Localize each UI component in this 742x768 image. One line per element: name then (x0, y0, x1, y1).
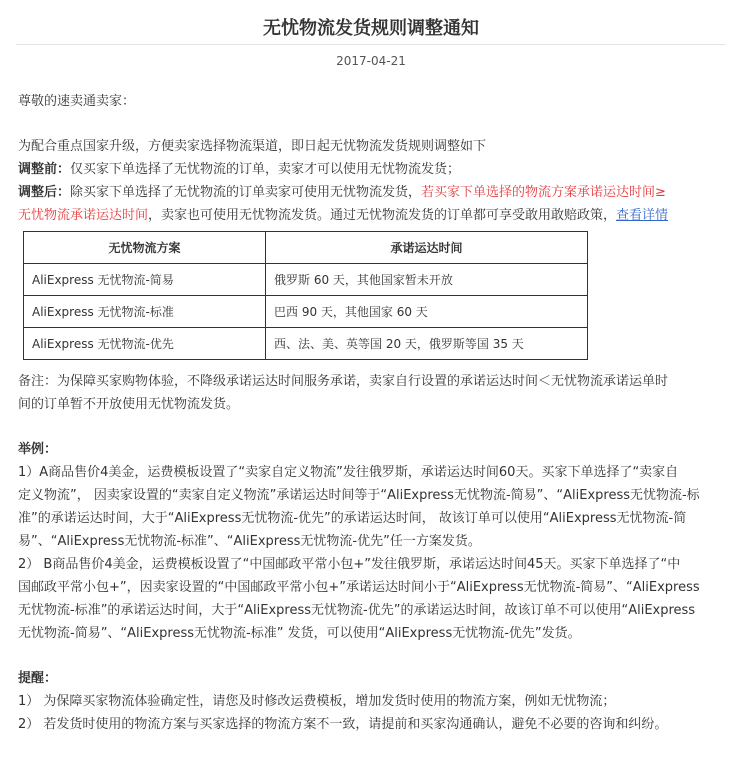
rule-before-label: 调整前： (18, 162, 71, 177)
rule-after-label: 调整后： (18, 185, 71, 200)
example-1-line: 准”的承诺运达时间，大于“AliExpress无忧物流-优先”的承诺运达时间， 故该订单可以使用“AliExpress无忧物流-简 (18, 511, 687, 526)
example-1-line: 易”、“AliExpress无忧物流-标准”、“AliExpress无忧物流-优先”任一方案发货。 (18, 534, 481, 549)
example-1-line: 1）A商品售价4美金，运费模板设置了“卖家自定义物流”发往俄罗斯，承诺运达时间60天。买家下单选择了“卖家自 (18, 465, 679, 480)
example-2-line: 2） B商品售价4美金，运费模板设置了“中国邮政平常小包+”发往俄罗斯，承诺运达时间45天。买家下单选择了“中 (18, 557, 681, 572)
rule-before (18, 158, 726, 181)
table-cell-plan: AliExpress 无忧物流-优先 (24, 328, 266, 360)
rule-after-highlight-2: 无忧物流承诺运达时间 (18, 208, 149, 223)
rule-after-line2 (18, 204, 726, 227)
table-header-time: 承诺运达时间 (266, 232, 588, 264)
table-cell-plan: AliExpress 无忧物流-标准 (24, 296, 266, 328)
intro-text: 为配合重点国家升级，方便卖家选择物流渠道，即日起无忧物流发货规则调整如下 (18, 139, 487, 154)
note-line-2: 间的订单暂不开放使用无忧物流发货。 (18, 397, 240, 412)
table-cell-plan: AliExpress 无忧物流-简易 (24, 264, 266, 296)
greeting: 尊敬的速卖通卖家： (18, 94, 136, 109)
tip-item: 1） 为保障买家物流体验确定性，请您及时修改运费模板，增加发货时使用的物流方案，例如无忧物流； (18, 694, 616, 709)
table-cell-time: 俄罗斯 60 天，其他国家暂未开放 (266, 264, 588, 296)
table-row (24, 296, 588, 328)
logistics-table (23, 231, 588, 360)
publish-date: 2017-04-21 (336, 54, 406, 68)
rule-after-line1 (18, 181, 726, 204)
table-row (24, 328, 588, 360)
page-title: 无忧物流发货规则调整通知 (263, 18, 479, 39)
example-2-line: 国邮政平常小包+”，因卖家设置的“中国邮政平常小包+”承诺运达时间小于“AliExpress无忧物流-简易”、“AliExpress (18, 580, 700, 595)
table-cell-time: 西、法、美、英等国 20 天，俄罗斯等国 35 天 (266, 328, 588, 360)
table-row (24, 264, 588, 296)
example-1-line: 定义物流”， 因卖家设置的“卖家自定义物流”承诺运达时间等于“AliExpress无忧物流-简易”、“AliExpress无忧物流-标 (18, 488, 700, 503)
table-header-plan: 无忧物流方案 (24, 232, 266, 264)
examples-heading: 举例： (18, 442, 58, 457)
table-cell-time: 巴西 90 天，其他国家 60 天 (266, 296, 588, 328)
example-2-line: 无忧物流-简易”、“AliExpress无忧物流-标准” 发货，可以使用“AliExpress无忧物流-优先”发货。 (18, 626, 581, 641)
rule-before-text: 仅买家下单选择了无忧物流的订单，卖家才可以使用无忧物流发货； (70, 162, 461, 177)
example-2-line: 无忧物流-标准”的承诺运达时间，大于“AliExpress无忧物流-优先”的承诺运达时间，故该订单不可以使用“AliExpress (18, 603, 696, 618)
rule-after-highlight-1: 若买家下单选择的物流方案承诺运达时间≥ (421, 185, 666, 200)
tips-heading: 提醒： (18, 671, 58, 686)
table-header-row (24, 232, 588, 264)
rule-after-text: 除买家下单选择了无忧物流的订单卖家可使用无忧物流发货， (70, 185, 422, 200)
tip-item: 2） 若发货时使用的物流方案与买家选择的物流方案不一致，请提前和买家沟通确认，避免不必要的咨询和纠纷。 (18, 717, 668, 732)
title-divider (16, 44, 726, 45)
view-details-link[interactable]: 查看详情 (616, 208, 669, 223)
rule-after-text-2: ，卖家也可使用无忧物流发货。通过无忧物流发货的订单都可享受敢用敢赔政策， (148, 208, 617, 223)
note-line-1: 备注：为保障买家购物体验，不降级承诺运达时间服务承诺，卖家自行设置的承诺运达时间＜无忧物流承诺运单时 (18, 374, 669, 389)
